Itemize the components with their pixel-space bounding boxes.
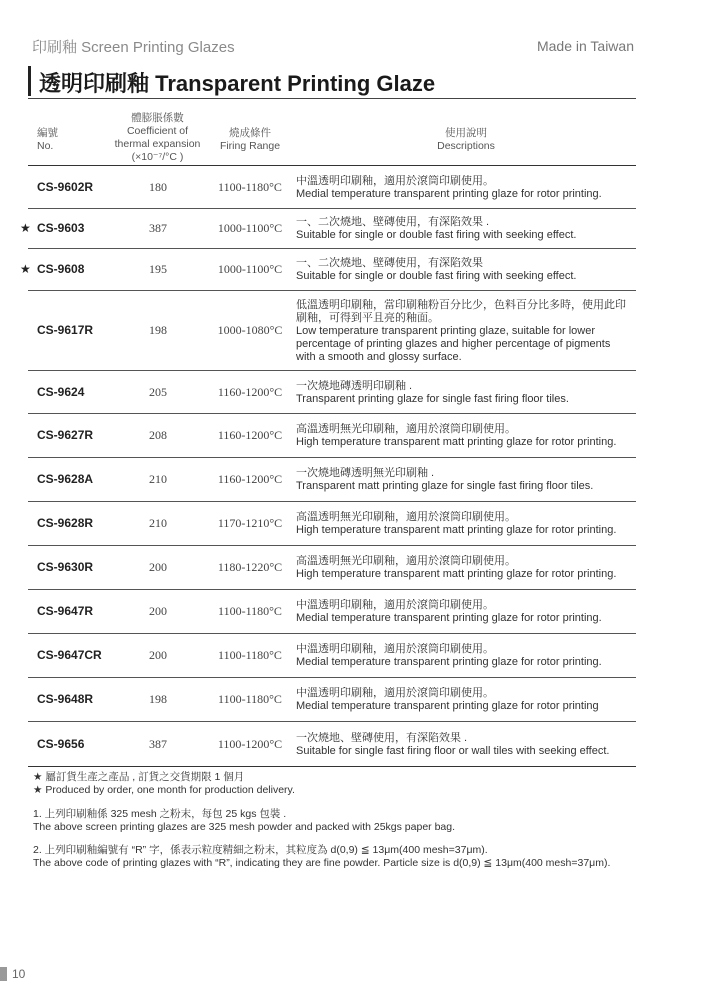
expansion-coefficient: 210 [149,472,167,486]
order-note [33,771,295,797]
table-row [28,370,636,414]
table-bottom-rule [28,766,636,767]
product-code: CS-9648R [37,692,94,706]
description-line: 中溫透明印刷釉，適用於滾筒印刷使用。 [296,174,494,187]
description-line: Medial temperature transparent printing glaze for rotor printing. [296,656,602,668]
table-row [28,290,636,371]
product-code: CS-9628R [37,516,94,530]
table-row [20,208,636,249]
note-2-zh: 2. 上列印刷釉編號有 “R” 字，係表示粒度精細之粉末，其粒度為 d(0,9) ≦ 13μm(400 mesh=37μm). [33,844,488,856]
description-line: with a smooth and glossy surface. [296,350,462,363]
description-line: 中溫透明印刷釉，適用於滾筒印刷使用。 [296,599,494,611]
description-line: Suitable for single or double fast firing with seeking effect. [296,270,577,282]
firing-range: 1100-1180°C [218,179,282,194]
description-line: Medial temperature transparent printing glaze for rotor printing. [296,612,602,624]
note-2-en: The above code of printing glazes with “R”, indicating they are fine powder. Particle size is d(0,9) ≦ 13μm(400 mesh=37μm). [33,857,611,869]
description-line: Low temperature transparent printing glaze, suitable for lower [296,324,595,337]
description [296,732,636,758]
column-header-code-en: No. [37,140,54,152]
note-1-en: The above screen printing glazes are 325 mesh powder and packed with 25kgs paper bag. [33,821,456,833]
expansion-coefficient: 208 [149,428,167,442]
product-code: CS-9617R [37,323,94,337]
expansion-coefficient: 180 [149,179,167,194]
section-title: 印刷釉 Screen Printing Glazes [32,39,235,56]
description [296,555,636,581]
table-row [28,457,636,502]
column-header-firing-en: Firing Range [219,140,281,152]
expansion-coefficient: 387 [149,221,167,235]
description [296,511,636,537]
firing-range: 1160-1200°C [217,472,283,486]
note-1 [33,808,455,834]
firing-range: 1170-1210°C [217,516,283,530]
column-header-coefficient-en1: Coefficient of [126,125,189,137]
title-divider [28,98,636,99]
table-row [28,633,636,678]
description-line: Medial temperature transparent printing glaze for rotor printing [296,700,599,712]
description-line: Transparent matt printing glaze for single fast firing floor tiles. [296,480,594,492]
expansion-coefficient: 200 [149,560,167,574]
column-header-description [296,127,636,153]
product-code: CS-9602R [37,179,94,194]
table-row [28,165,636,209]
description [296,257,636,283]
expansion-coefficient: 198 [149,323,167,337]
description [296,643,636,669]
column-header-code-zh: 編號 [37,127,58,139]
table-row [28,501,636,546]
column-header-description-zh: 使用說明 [445,127,487,139]
table-row [28,721,636,767]
expansion-coefficient: 210 [149,516,167,530]
product-code: CS-9630R [37,560,94,574]
column-header-coefficient-zh: 體膨脹係數 [131,112,184,124]
description-line: 一次燒地、壁磚使用，有深陷效果 . [296,731,468,744]
description-line: 高溫透明無光印刷釉，適用於滾筒印刷使用。 [296,511,516,523]
firing-range: 1000-1100°C [217,221,283,235]
description-line: 一、二次燒地、壁磚使用，有深陷效果 . [296,216,490,228]
description [296,599,636,625]
description-line: High temperature transparent matt printing glaze for rotor printing. [296,436,617,448]
description-line: High temperature transparent matt printing glaze for rotor printing. [296,524,617,536]
description [296,216,636,242]
expansion-coefficient: 387 [149,736,167,751]
product-code: CS-9627R [37,428,94,442]
description [296,175,636,201]
firing-range: 1000-1100°C [217,262,283,276]
description [296,687,636,713]
column-header-description-en: Descriptions [437,140,495,152]
order-note-en: ★ Produced by order, one month for production delivery. [33,784,295,796]
table-row [28,413,636,458]
description-line: 中溫透明印刷釉，適用於滾筒印刷使用。 [296,643,494,655]
note-2 [33,844,610,870]
firing-range: 1160-1200°C [217,428,283,442]
table-row [28,677,636,722]
description-line: Suitable for single fast firing floor or wall tiles with seeking effect. [296,744,610,757]
description-line: High temperature transparent matt printing glaze for rotor printing. [296,568,617,580]
title-bar [28,66,639,96]
column-header-coefficient-en2: thermal expansion [114,138,201,150]
table-row [20,248,636,291]
description-line: Suitable for single or double fast firing with seeking effect. [296,229,577,241]
product-code: CS-9624 [37,384,85,399]
description-line: 中溫透明印刷釉，適用於滾筒印刷使用。 [296,687,494,699]
firing-range: 1100-1180°C [218,648,282,662]
product-code: CS-9603 [37,221,85,235]
description-line: 一次燒地磚透明印刷釉 . [296,379,413,392]
description-line: Transparent printing glaze for single fast firing floor tiles. [296,392,569,405]
firing-range: 1100-1180°C [218,692,282,706]
column-header-firing-zh: 燒成條件 [229,127,271,139]
expansion-coefficient: 200 [149,648,167,662]
firing-range: 1180-1220°C [217,560,283,574]
description-line: 低溫透明印刷釉，當印刷釉粉百分比少，色料百分比多時，使用此印 [296,298,626,311]
description-line: Medial temperature transparent printing glaze for rotor printing. [296,187,602,200]
description [296,467,636,493]
description-line: 一次燒地磚透明無光印刷釉 . [296,467,435,479]
description-line: 一、二次燒地、壁磚使用，有深陷效果 [296,257,483,269]
firing-range: 1100-1200°C [217,736,283,751]
firing-range: 1000-1080°C [217,323,283,337]
expansion-coefficient: 200 [149,604,167,618]
note-1-zh: 1. 上列印刷釉係 325 mesh 之粉末，每包 25 kgs 包裝 . [33,808,287,820]
product-code: CS-9656 [37,736,85,751]
description-line: 高溫透明無光印刷釉，適用於滾筒印刷使用。 [296,423,516,435]
page-title: 透明印刷釉 Transparent Printing Glaze [39,71,436,96]
order-note-zh: ★ 屬訂貨生產之產品 , 訂貨之交貨期限 1 個月 [33,771,245,783]
column-header-coefficient-unit: (×10⁻⁷/°C ) [131,151,184,163]
expansion-coefficient: 205 [149,384,167,399]
column-header-coefficient [110,112,205,164]
description [296,423,636,449]
firing-range: 1100-1180°C [218,604,282,618]
page-number: 10 [12,967,26,981]
product-code: CS-9647CR [37,648,102,662]
table-row [28,545,636,590]
product-code: CS-9647R [37,604,94,618]
product-code: CS-9628A [37,472,94,486]
origin-label: Made in Taiwan [536,38,634,54]
product-code: CS-9608 [37,262,85,276]
description [296,299,636,364]
table-row [28,589,636,634]
star-icon: ★ [20,221,31,235]
expansion-coefficient: 195 [149,262,167,276]
star-icon: ★ [20,262,31,276]
description-line: 刷釉，可得到平且亮的釉面。 [296,311,439,324]
description-line: 高溫透明無光印刷釉，適用於滾筒印刷使用。 [296,555,516,567]
description [296,380,636,406]
page-marker [0,967,7,981]
description-line: percentage of printing glazes and higher percentage of pigments [296,337,611,350]
column-header-code [37,127,58,153]
column-header-firing [212,127,288,153]
expansion-coefficient: 198 [149,692,167,706]
firing-range: 1160-1200°C [217,384,283,399]
